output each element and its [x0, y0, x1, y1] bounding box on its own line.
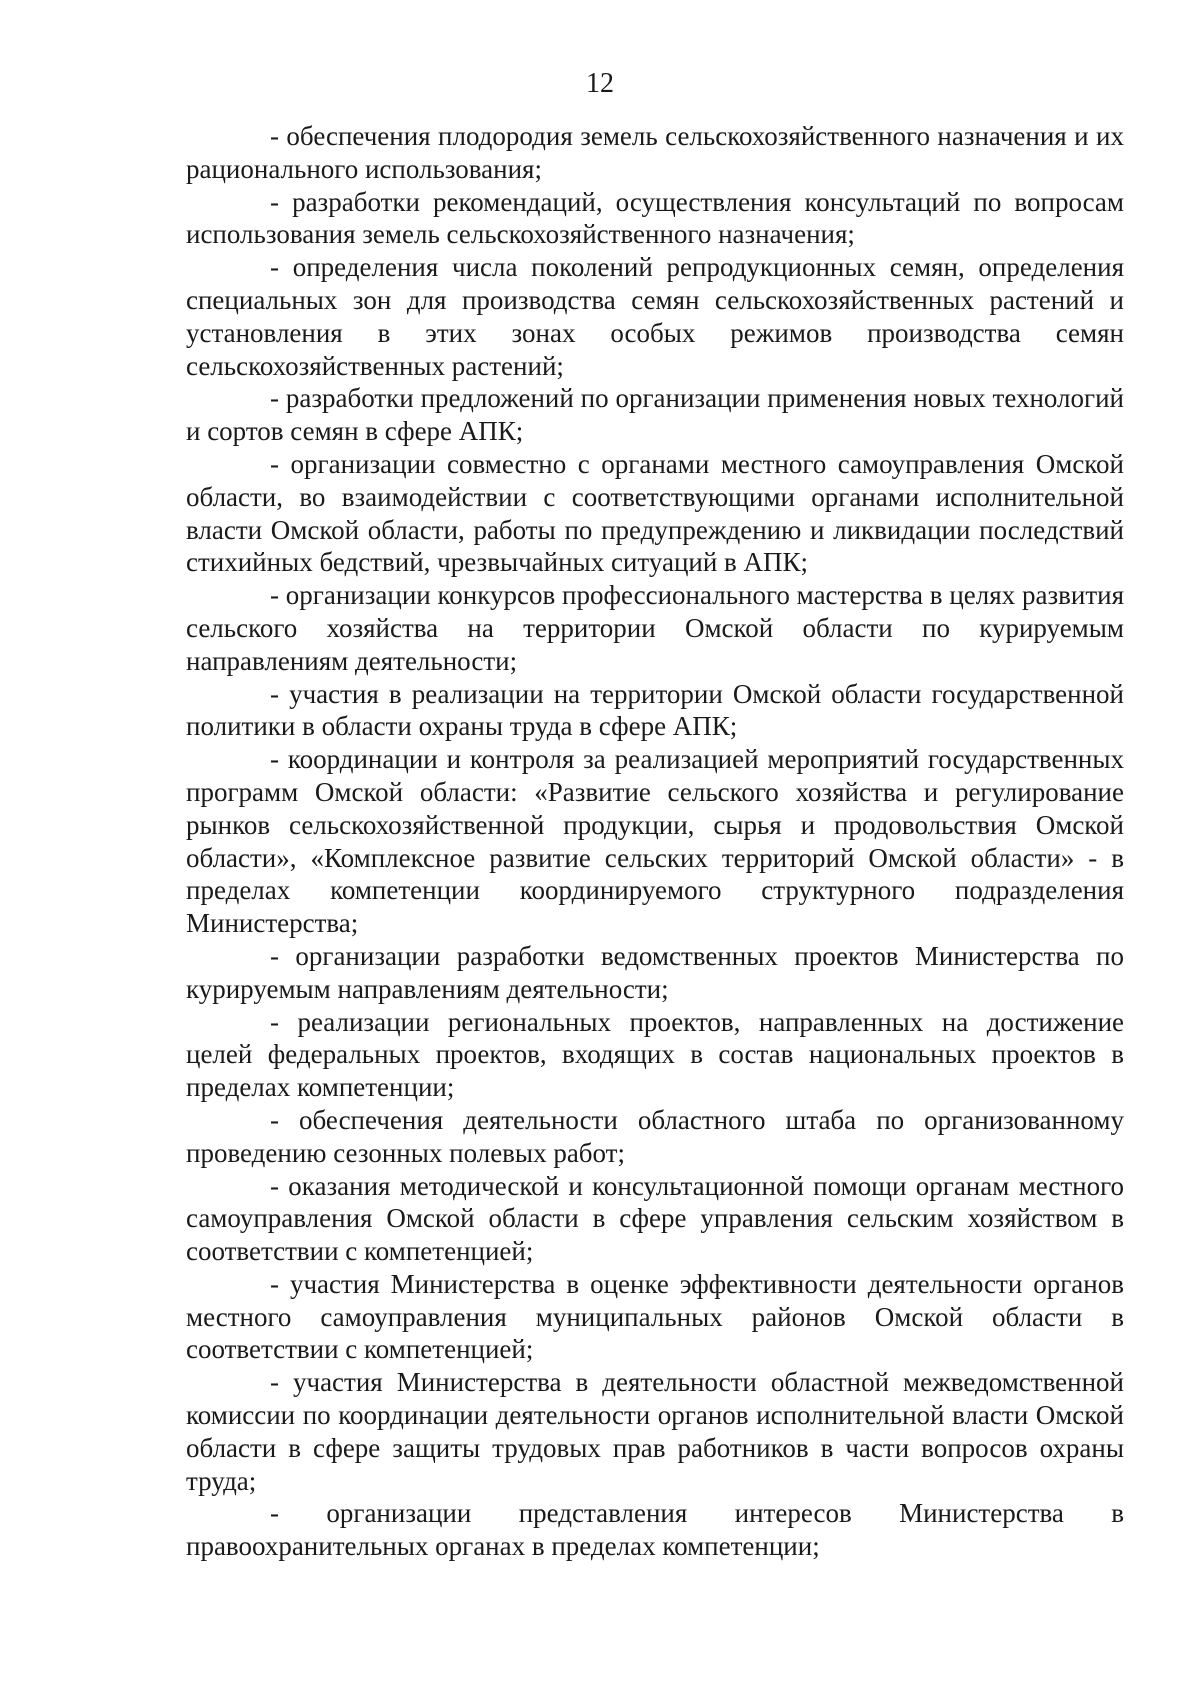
- list-item: - координации и контроля за реализацией мероприятий государственных программ Омской области: «Развитие сельского хозяйства и регулирование рынков сельскохозяйственной продукции, сырья и продовольствия Омской области», «Комплексное развитие сельских территорий Омской области» - в пределах компетенции координируемого структурного подразделения Министерства;: [186, 744, 1124, 939]
- list-item: - организации совместно с органами местного самоуправления Омской области, во взаимодействии с соответствующими органами исполнительной власти Омской области, работы по предупреждению и ликвидации последствий стихийных бедствий, чрезвычайных ситуаций в АПК;: [186, 448, 1124, 578]
- page-number: 12: [586, 68, 614, 99]
- list-item: - организации представления интересов Министерства в правоохранительных органах в пределах компетенции;: [186, 1498, 1124, 1562]
- document-body: [186, 120, 1124, 1563]
- list-item: - организации конкурсов профессионального мастерства в целях развития сельского хозяйства на территории Омской области по курируемым направлениям деятельности;: [186, 580, 1124, 676]
- list-item: - разработки рекомендаций, осуществления консультаций по вопросам использования земель сельскохозяйственного назначения;: [186, 186, 1124, 250]
- list-item: - организации разработки ведомственных проектов Министерства по курируемым направлениям деятельности;: [186, 940, 1124, 1004]
- list-item: - реализации региональных проектов, направленных на достижение целей федеральных проектов, входящих в состав национальных проектов в пределах компетенции;: [186, 1006, 1124, 1103]
- list-item: - разработки предложений по организации применения новых технологий и сортов семян в сфере АПК;: [186, 383, 1124, 447]
- list-item: - участия Министерства в деятельности областной межведомственной комиссии по координации деятельности органов исполнительной власти Омской области в сфере защиты трудовых прав работников в части вопросов охраны труда;: [186, 1367, 1124, 1496]
- list-item: - участия Министерства в оценке эффективности деятельности органов местного самоуправления муниципальных районов Омской области в соответствии с компетенцией;: [186, 1268, 1124, 1365]
- list-item: - оказания методической и консультационной помощи органам местного самоуправления Омской области в сфере управления сельским хозяйством в соответствии с компетенцией;: [186, 1170, 1124, 1267]
- list-item: - обеспечения деятельности областного штаба по организованному проведению сезонных полевых работ;: [186, 1104, 1124, 1168]
- list-item: - обеспечения плодородия земель сельскохозяйственного назначения и их рационального использования;: [186, 121, 1124, 184]
- list-item: - участия в реализации на территории Омской области государственной политики в области охраны труда в сфере АПК;: [186, 678, 1124, 742]
- list-item: - определения числа поколений репродукционных семян, определения специальных зон для производства семян сельскохозяйственных растений и установления в этих зонах особых режимов производства семян сельскохозяйственных растений;: [186, 252, 1124, 381]
